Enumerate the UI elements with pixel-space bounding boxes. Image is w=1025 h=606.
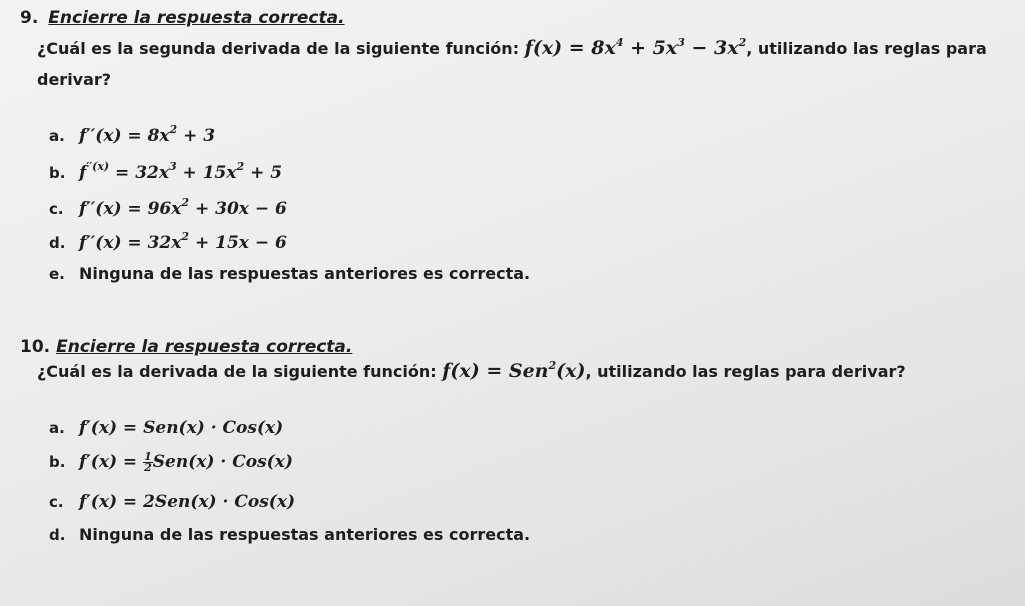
q10-title: Encierre la respuesta correcta. [56, 337, 353, 357]
q10-option-b[interactable] [49, 452, 293, 473]
q10-stem [37, 359, 906, 382]
q9-number: 9. [20, 8, 39, 28]
q10-option-a[interactable] [49, 418, 283, 438]
q9-option-c[interactable] [49, 196, 287, 219]
option-letter: e. [49, 265, 65, 283]
q10-stem-post: , utilizando las reglas para derivar? [585, 362, 906, 381]
option-letter: c. [49, 493, 64, 511]
q10-number: 10. [20, 337, 51, 357]
option-formula: $f^{''(x)} = 32x^3 + 15x^2 + 5$ [79, 160, 283, 183]
option-formula: f′(x) = 2Sen(x) · Cos(x) [79, 492, 296, 512]
option-letter: a. [49, 419, 65, 437]
q10-header [20, 337, 352, 357]
option-letter: b. [49, 164, 66, 182]
q9-header [20, 8, 345, 28]
q9-title: Encierre la respuesta correcta. [48, 8, 345, 28]
q9-option-e[interactable] [49, 264, 530, 284]
option-text: Ninguna de las respuestas anteriores es correcta. [79, 525, 531, 544]
option-text: Ninguna de las respuestas anteriores es correcta. [79, 264, 531, 283]
option-formula: f′(x) = $\frac{1}{2}$ Sen(x) · Cos(x) [79, 450, 293, 474]
q10-stem-pre: ¿Cuál es la derivada de la siguiente función: [37, 362, 437, 381]
q10-option-d[interactable] [49, 525, 530, 545]
option-letter: b. [49, 453, 66, 471]
q9-function: $f(x) = 8x^4 + 5x^3 - 3x^2$ [524, 36, 747, 59]
q10-option-c[interactable] [49, 492, 295, 512]
q9-option-d[interactable] [49, 230, 287, 253]
option-letter: a. [49, 127, 65, 145]
option-letter: c. [49, 200, 64, 218]
option-letter: d. [49, 526, 66, 544]
option-letter: d. [49, 234, 66, 252]
option-formula: $f''(x) = 32x^2 + 15x - 6$ [79, 230, 287, 253]
q9-stem-pre: ¿Cuál es la segunda derivada de la siguiente función: [37, 39, 520, 58]
q9-option-a[interactable] [49, 123, 215, 146]
option-formula: $f''(x) = 96x^2 + 30x - 6$ [79, 196, 287, 219]
q9-stem [37, 36, 987, 59]
option-formula: f′(x) = Sen(x) · Cos(x) [79, 418, 284, 438]
option-formula: $f''(x) = 8x^2 + 3$ [79, 123, 216, 146]
q9-stem-line2: derivar? [37, 70, 112, 89]
fraction-one-half: $\frac{1}{2}$ [144, 450, 152, 474]
q9-option-b[interactable] [49, 160, 282, 183]
q9-stem-post: , utilizando las reglas para [746, 39, 987, 58]
q10-function: f(x) = Sen$^2$(x) [442, 359, 586, 382]
